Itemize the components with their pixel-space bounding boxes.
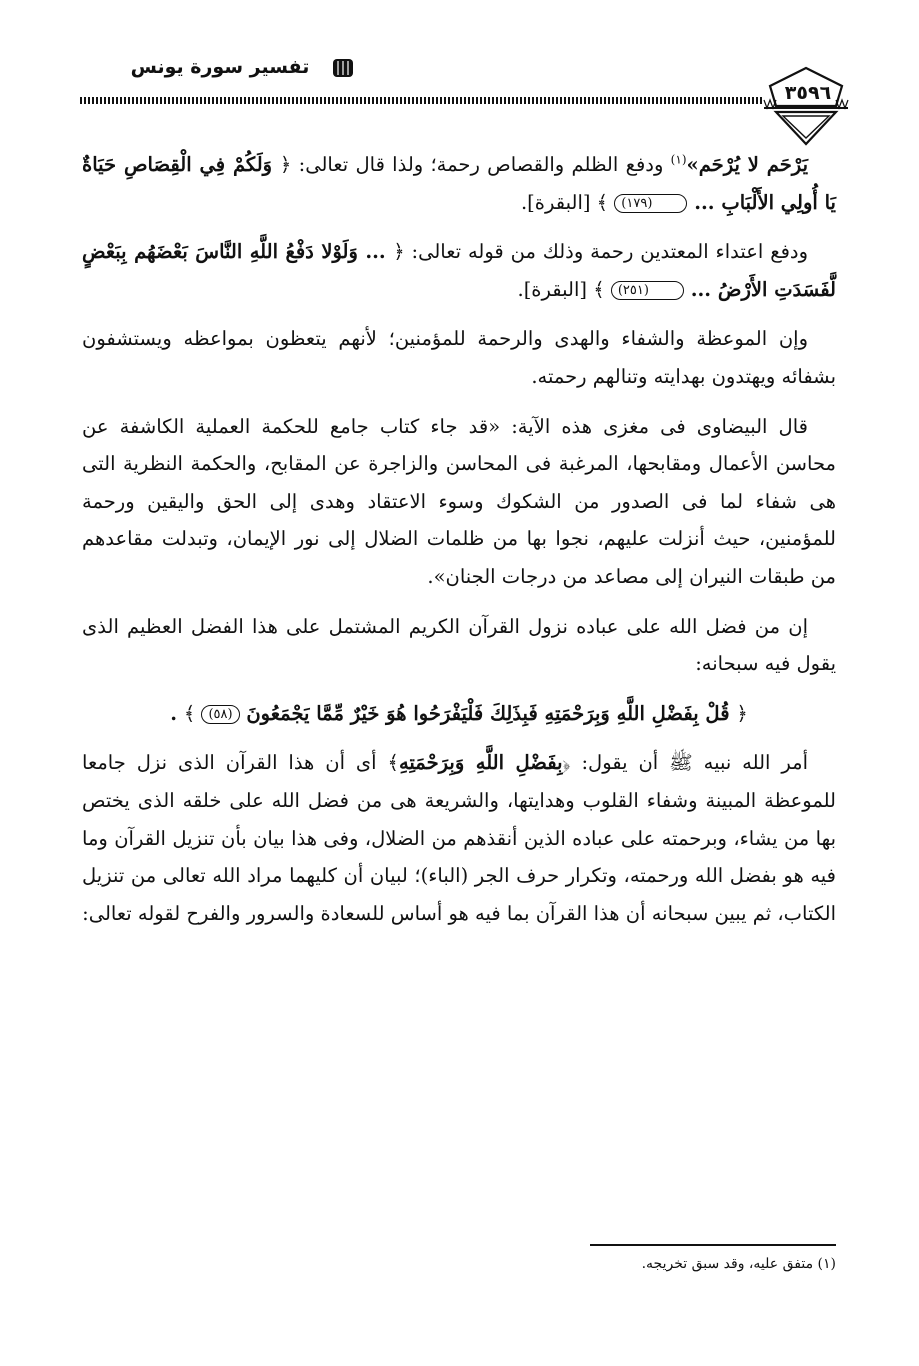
quran-bracket: ﴾	[596, 190, 615, 214]
body-text	[82, 146, 836, 944]
paragraph	[82, 146, 836, 221]
quran-text: یَرْحَم لا یُرْحَم»	[686, 153, 808, 176]
text-run: [البقرة].	[520, 190, 597, 214]
text-run: ودفع اعتداء المعتدين رحمة وذلك من قوله تعالى:	[404, 240, 808, 264]
footnote-ref: (١)	[670, 152, 687, 167]
ayah-number: (٥٨)	[201, 705, 239, 724]
quran-text: قُلْ بِفَضْلِ اللَّهِ وَبِرَحْمَتِهِ فَبِذَلِكَ فَلْيَفْرَحُوا هُوَ خَيْرٌ مِّمَّا يَجْمَعُونَ	[239, 701, 737, 725]
paragraph	[82, 744, 836, 932]
paragraph	[82, 608, 836, 683]
paragraph	[82, 408, 836, 596]
text-run: [البقرة].	[517, 277, 594, 301]
running-header-title: تفسير سورة يونس	[130, 56, 310, 78]
quran-bracket: ﴾	[387, 751, 399, 775]
footnote-rule	[590, 1244, 836, 1246]
page-number-badge-icon	[756, 60, 856, 150]
header-rule	[80, 97, 762, 104]
text-run: أى أن هذا القرآن الذى نزل جامعا للموعظة المبينة وشفاء القلوب وهدايتها، والشريعة هى من فضل الله على خلقه الذى يختص بها من يشاء، وبرحمته على عباده الذين أنقذهم من الضلال، وفى هذا بيان بأن تنزيل القرآن وما فيه هو بفضل الله ورحمته، وتكرار حرف الجر (الباء)؛ لبيان أن كليهما مراد الله تعالى من تنزيل الكتاب، ثم يبين سبحانه أن هذا القرآن بما فيه هو أساس للسعادة والسرور والفرح لقوله تعالى:	[82, 751, 836, 925]
quran-bracket: ﴿	[393, 240, 405, 264]
ayah-number: (٢٥١)	[611, 281, 684, 300]
quran-bracket: ﴾	[593, 277, 611, 301]
text-run: .	[170, 701, 184, 725]
text-run: إن من فضل الله على عباده نزول القرآن الكريم المشتمل على هذا الفضل العظيم الذى يقول فيه سبحانه:	[82, 614, 836, 676]
page-number: ٣٥٩٦	[784, 82, 832, 104]
quran-text: وَلَكُمْ فِي الْقِصَاصِ حَيَاةٌ يَا أُولِي الأَلْبَابِ ...	[82, 153, 836, 214]
paragraph	[82, 320, 836, 395]
text-run: ودفع الظلم والقصاص رحمة؛ ولذا قال تعالى:	[291, 153, 671, 176]
header-ornament-icon	[330, 57, 356, 79]
quran-text: بِفَضْلِ اللَّهِ وَبِرَحْمَتِهِ	[398, 751, 563, 775]
footnote: (١) متفق عليه، وقد سبق تخريجه.	[641, 1256, 836, 1272]
quran-bracket: ﴿	[562, 751, 571, 775]
quran-text: ... وَلَوْلا دَفْعُ اللَّهِ النَّاسَ بَعْضَهُم بِبَعْضٍ لَّفَسَدَتِ الأَرْضُ ...	[82, 240, 836, 301]
quran-bracket: ﴿	[279, 153, 292, 176]
quran-bracket: ﴾	[183, 701, 202, 725]
ayah-number: (١٧٩)	[614, 194, 687, 213]
text-run: قال البيضاوى فى مغزى هذه الآية: «قد جاء كتاب جامع للحكمة العملية الكاشفة عن محاسن الأعمال ومقابحها، المرغبة فى المحاسن والزاجرة عن المقابح، والحكمة النظرية التى هى شفاء لما فى الصدور من الشكوك وسوء الاعتقاد وهدى إلى الحق واليقين ورحمة للمؤمنين، حيث أنزلت عليهم، نجوا بها من ظلمات الضلال إلى نور الإيمان، وتبدلت مقاعدهم من طبقات النيران إلى مصاعد من درجات الجنان».	[82, 414, 836, 588]
text-run: أمر الله نبيه ﷺ أن يقول:	[570, 751, 808, 775]
paragraph	[82, 233, 836, 308]
text-run: وإن الموعظة والشفاء والهدى والرحمة للمؤمنين؛ لأنهم يتعظون بمواعظه ويستشفون بشفائه ويهتدون بهدايته وتنالهم رحمته.	[82, 327, 836, 388]
quran-verse-line	[82, 695, 836, 733]
quran-bracket: ﴿	[736, 701, 748, 725]
